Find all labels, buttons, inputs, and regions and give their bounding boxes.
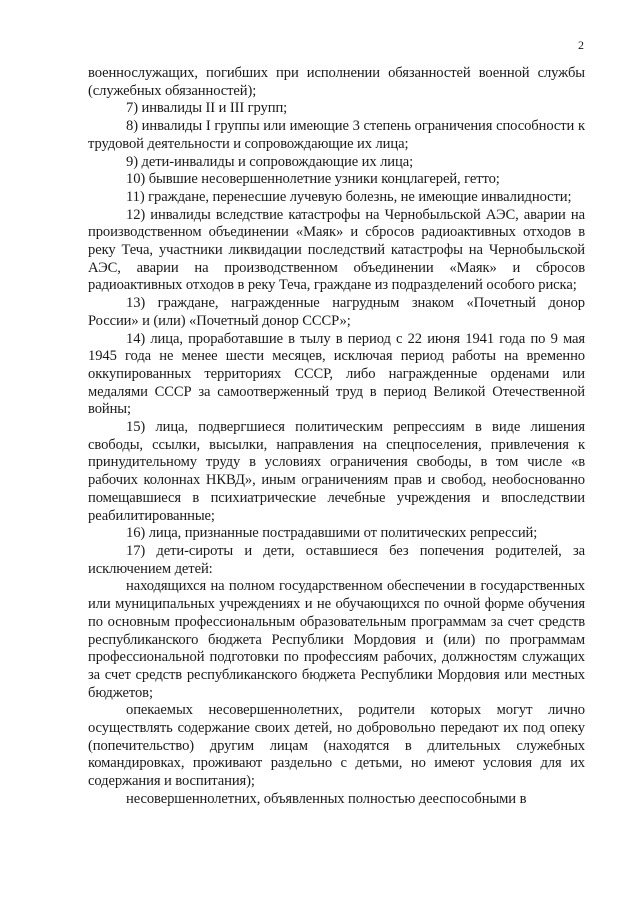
document-body [88, 65, 585, 809]
list-item-11: 11) граждане, перенесшие лучевую болезнь, не имеющие инвалидности; [126, 188, 572, 205]
list-item-13: 13) граждане, награжденные нагрудным знаком «Почетный донор России» и (или) «Почетный донор СССР»; [88, 295, 585, 329]
list-item-15: 15) лица, подвергшиеся политическим репрессиям в виде лишения свободы, ссылки, высылки, направления на спецпоселения, привлечения к принудительному труду в условиях ограничения свободы, в том числе «в рабочих колоннах НКВД», иным ограничениям прав и свобод, необоснованно помещавшиеся в психиатрические лечебные учреждения и впоследствии реабилитированные; [88, 419, 585, 524]
list-item-12: 12) инвалиды вследствие катастрофы на Чернобыльской АЭС, аварии на производственном объединении «Маяк» и сбросов радиоактивных отходов в реку Теча, участники ликвидации последствий катастрофы на Чернобыльской АЭС, аварии на производственном объединении «Маяк» и сбросов радиоактивных отходов в реку Теча, граждане из подразделений особого риска; [88, 206, 585, 294]
list-item-9: 9) дети-инвалиды и сопровождающие их лица; [126, 153, 414, 170]
list-item-16: 16) лица, признанные пострадавшими от политических репрессий; [126, 525, 538, 542]
page-number: 2 [578, 38, 584, 52]
exception-item-1: находящихся на полном государственном обеспечении в государственных или муниципальных учреждениях и не обучающихся по очной форме обучения по основным профессиональным образовательным программам за счет средств республиканского бюджета Республики Мордовия и (или) по программам профессиональной подготовки по профессиям рабочих, должностям служащих за счет средств республиканского бюджета Республики Мордовия или местных бюджетов; [88, 578, 585, 701]
paragraph-continuation: военнослужащих, погибших при исполнении обязанностей военной службы (служебных обязанностей); [88, 65, 585, 99]
exception-item-2: опекаемых несовершеннолетних, родители которых могут лично осуществлять содержание своих детей, но добровольно передают их под опеку (попечительство) другим лицам (находятся в длительных служебных командировках, проживают раздельно с детьми, но имеют условия для их содержания и воспитания); [88, 702, 585, 790]
list-item-14: 14) лица, проработавшие в тылу в период с 22 июня 1941 года по 9 мая 1945 года не менее шести месяцев, исключая период работы на временно оккупированных территориях СССР, либо награжденные орденами или медалями СССР за самоотверженный труд в период Великой Отечественной войны; [88, 330, 585, 418]
list-item-17: 17) дети-сироты и дети, оставшиеся без попечения родителей, за исключением детей: [88, 542, 585, 577]
list-item-7: 7) инвалиды II и III групп; [126, 100, 288, 117]
exception-item-3: несовершеннолетних, объявленных полностью дееспособными в [126, 790, 527, 807]
list-item-10: 10) бывшие несовершеннолетние узники концлагерей, гетто; [126, 171, 500, 188]
list-item-8: 8) инвалиды I группы или имеющие 3 степень ограничения способности к трудовой деятельности и сопровождающие их лица; [88, 118, 585, 152]
